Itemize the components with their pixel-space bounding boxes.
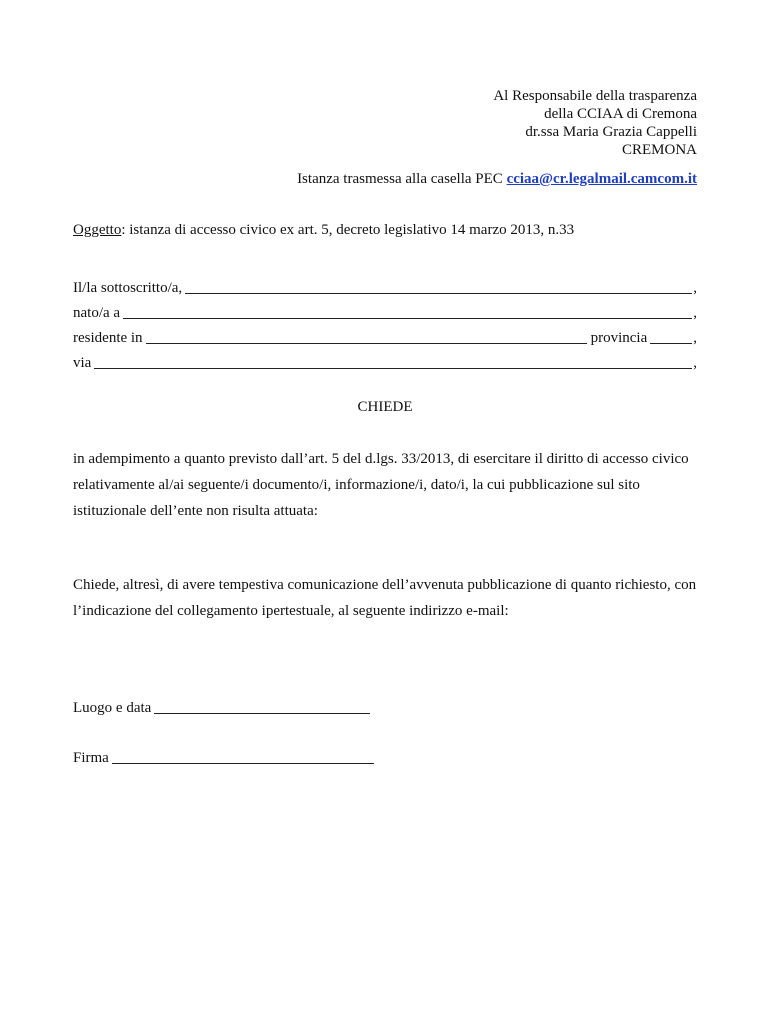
subject-line — [73, 221, 574, 239]
pec-line — [297, 170, 697, 188]
provincia-blank[interactable] — [650, 330, 692, 344]
field-comma: , — [693, 280, 697, 296]
field-label-provincia: provincia — [590, 330, 648, 346]
signature-blank[interactable] — [112, 750, 374, 764]
field-comma: , — [693, 355, 697, 371]
field-label-via: via — [73, 355, 92, 371]
field-row-residente — [73, 322, 697, 347]
nato-blank[interactable] — [123, 305, 692, 319]
applicant-fields — [73, 272, 697, 372]
place-date-row — [73, 699, 371, 717]
residente-blank[interactable] — [146, 330, 587, 344]
addressee-block — [493, 87, 697, 159]
sottoscritto-blank[interactable] — [185, 280, 692, 294]
field-label-sottoscritto: Il/la sottoscritto/a, — [73, 280, 183, 296]
subject-text: : istanza di accesso civico ex art. 5, decreto legislativo 14 marzo 2013, n.33 — [121, 222, 575, 238]
field-row-sottoscritto — [73, 272, 697, 297]
addressee-city: CREMONA — [621, 142, 697, 158]
field-row-nato — [73, 297, 697, 322]
field-row-via — [73, 347, 697, 372]
signature-row — [73, 749, 375, 767]
subject-label: Oggetto — [73, 222, 122, 238]
pec-label: Istanza trasmessa alla casella PEC — [297, 171, 503, 187]
place-date-label: Luogo e data — [73, 700, 152, 716]
field-comma: , — [693, 305, 697, 321]
field-label-nato: nato/a a — [73, 305, 121, 321]
request-paragraph: in adempimento a quanto previsto dall’art. 5 del d.lgs. 33/2013, di esercitare il diritto di accesso civico relativamente al/ai seguente/i documento/i, informazione/i, dato/i, la cui pubblicazione sul sito istituzionale dell’ente non risulta attuata: — [73, 451, 689, 519]
via-blank[interactable] — [94, 355, 692, 369]
addressee-line: della CCIAA di Cremona — [544, 106, 697, 122]
chiede-heading: CHIEDE — [357, 399, 413, 415]
pec-email-link[interactable]: cciaa@cr.legalmail.camcom.it — [506, 171, 697, 187]
notification-paragraph: Chiede, altresì, di avere tempestiva comunicazione dell’avvenuta pubblicazione di quanto richiesto, con l’indicazione del collegamento ipertestuale, al seguente indirizzo e-mail: — [73, 577, 697, 619]
signature-label: Firma — [73, 750, 109, 766]
field-comma: , — [693, 330, 697, 346]
field-label-residente: residente in — [73, 330, 143, 346]
addressee-line: Al Responsabile della trasparenza — [493, 88, 697, 104]
place-date-blank[interactable] — [154, 700, 370, 714]
addressee-line: dr.ssa Maria Grazia Cappelli — [525, 124, 697, 140]
